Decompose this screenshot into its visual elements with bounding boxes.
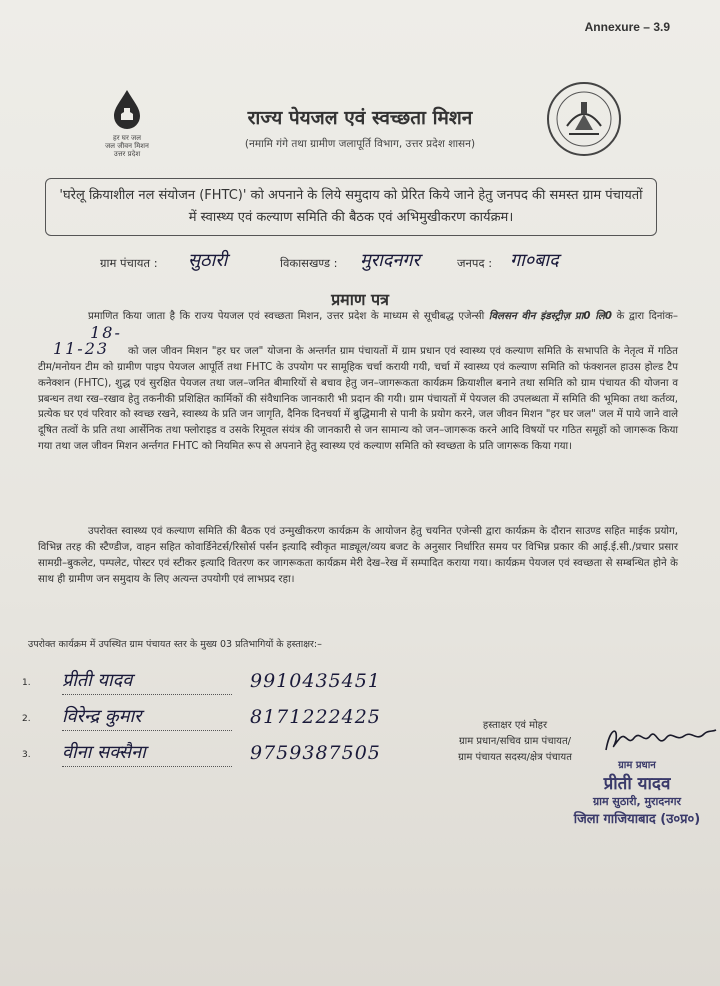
pradhan-stamp [562,757,712,827]
page-title: राज्य पेयजल एवं स्वच्छता मिशन [247,107,473,129]
participant-row [22,668,442,698]
para1-date-prefix: के द्वारा दिनांक– [616,311,678,322]
participant-name: प्रीती यादव [62,668,232,695]
participant-number: 2. [22,714,31,724]
logo-caption-3: उत्तर प्रदेश [113,150,141,158]
vikaskhand-label: विकासखण्ड : [280,256,338,270]
participants-heading: उपरोक्त कार्यक्रम में उपस्थित ग्राम पंचायत स्तर के मुख्य 03 प्रतिभागियों के हस्ताक्षर:– [28,639,322,650]
participant-number: 1. [22,678,31,688]
gram-panchayat-label: ग्राम पंचायत : [100,256,158,270]
signature-label-line1: हस्ताक्षर एवं मोहर [482,720,548,731]
participant-number: 3. [22,750,31,760]
signature-label-line3: ग्राम पंचायत सदस्य/क्षेत्र पंचायत [458,752,572,763]
handwritten-signature [600,720,720,760]
water-drop-logo-icon [110,88,144,130]
program-date: 18-11-23 [52,322,122,358]
gram-panchayat-value: सुठारी [188,250,228,271]
participant-name: वीना सक्सैना [62,740,232,767]
participant-row [22,740,442,770]
participant-row [22,704,442,734]
participant-name: विरेन्द्र कुमार [62,704,232,731]
stamp-line-1: ग्राम प्रधान [618,760,656,771]
stamp-line-2: प्रीती यादव [603,774,671,794]
program-title-box: 'घरेलू क्रियाशील नल संयोजन (FHTC)' को अपनाने के लिये समुदाय को प्रेरित किये जाने हेतु जनपद की समस्त ग्राम पंचायतों में स्वास्थ्य एवं कल्याण समिति की बैठक एवं अभिमुखीकरण कार्यक्रम। [45,178,657,236]
janpad-value: गा०बाद [510,250,559,271]
participant-phone: 8171222425 [250,706,381,728]
vikaskhand-value: मुरादनगर [360,250,420,271]
logo-caption-2: जल जीवन मिशन [105,142,149,150]
page-subtitle: (नमामि गंगे तथा ग्रामीण जलापूर्ति विभाग, उत्तर प्रदेश शासन) [244,138,476,150]
janpad-label: जनपद : [457,256,493,270]
para1-body: को जल जीवन मिशन "हर घर जल" योजना के अन्तर्गत ग्राम पंचायतों में ग्राम प्रधान एवं स्वास्थ्य एवं कल्याण समिति के सभापति के नेतृत्व में गठित टीम/मनोयन टीम को ग्रामीण पाइप पेयजल आपूर्ति तथा FHTC के उपयोग पर सामूहिक चर्चा करायी गयी, चर्चा में स्वास्थ्य एवं कल्याण समिति को फंक्शनल हाउस होल्ड टैप कनेक्शन (FHTC), शुद्ध एवं सुरक्षित पेयजल तथा जल–जनित बीमारियों से बचाव हेतु जन–जागरूकता कार्यक्रम क्रियाशील बनाने तथा समिति को ग्राम पंचायत की योजना व प्रबन्धन तथा रख–रखाव हेतु तकनीकी प्रशिक्षित कार्मिकों की संवैधानिक जानकारी भी प्रदान की गयी। ग्राम पंचायतों में पेयजल की उपलब्धता में समिति की भूमिका तथा कर्तव्य, प्रत्येक घर एवं परिवार को स्वच्छ रखने, स्वास्थ्य के प्रति जन जागृति, दैनिक दिनचर्या में बुद्धिमानी से पानी के प्रयोग करने, जल जीवन मिशन "हर घर जल" जल में पाये जाने वाले दूषित तत्वों के प्रति तथा आर्सेनिक तथा फ्लोराइड व उसके रिमूवल संयंत्र की जानकारी से जन सामान्य को जन–जागरूक करने आदि विषयों पर गठित समूहों को जागरूक किया गया तथा जल जीवन मिशन अर्न्तगत FHTC को नियमित रूप से अपनाने हेतु स्वास्थ्य एवं कल्याण समिति को स्वच्छता के प्रति जागरूक किया गया। [38,345,678,453]
agency-name: विलसन वीन इंडस्ट्रीज़ प्रा0 लि0 [488,311,612,322]
mission-heading [180,104,540,151]
certificate-paragraph-1 [38,309,678,455]
participant-phone: 9759387505 [250,742,381,764]
para1-intro: प्रमाणित किया जाता है कि राज्य पेयजल एवं स्वच्छता मिशन, उत्तर प्रदेश के माध्यम से सूचीबद्ध एजेन्सी [88,311,485,322]
annexure-label: Annexure – 3.9 [584,20,670,34]
up-state-emblem-icon [545,80,623,158]
stamp-line-4: जिला गाजियाबाद (उ०प्र०) [573,812,701,827]
certificate-paragraph-2: उपरोक्त स्वास्थ्य एवं कल्याण समिति की बैठक एवं उन्मुखीकरण कार्यक्रम के आयोजन हेतु चयनित एजेन्सी द्वारा कार्यक्रम के दौरान साउण्ड सहित माईक प्रयोग, विभिन्न तरह की स्टैण्डीज, वाहन सहित कोवार्डिनेटर्स/रिसोर्स पर्सन इत्यादि स्वीकृत माड्यूल/व्यय बजट के अनुसार निर्धारित समय पर विभिन्न प्रकार की आई.ई.सी./प्रचार प्रसार सामग्री–बुकलेट, पम्पलेट, पोस्टर एवं स्टीकर इत्यादि वितरण कर जागरूकता कार्यक्रम मेरी देख–रेख में सम्पादित कराया गया। कार्यक्रम पेयजल एवं स्वच्छता से सम्बन्धित होने के साथ ही ग्रामीण जन समुदाय के लिए अत्यन्त उपयोगी एवं लाभप्रद रहा। [38,526,678,585]
logo-caption-1: हर घर जल [113,134,141,142]
signature-label-line2: ग्राम प्रधान/सचिव ग्राम पंचायत/ [458,736,572,747]
certificate-title: प्रमाण पत्र [331,290,389,309]
participant-phone: 9910435451 [250,670,381,692]
har-ghar-jal-logo [92,88,162,158]
stamp-line-3: ग्राम सुठारी, मुरादनगर [592,795,682,808]
